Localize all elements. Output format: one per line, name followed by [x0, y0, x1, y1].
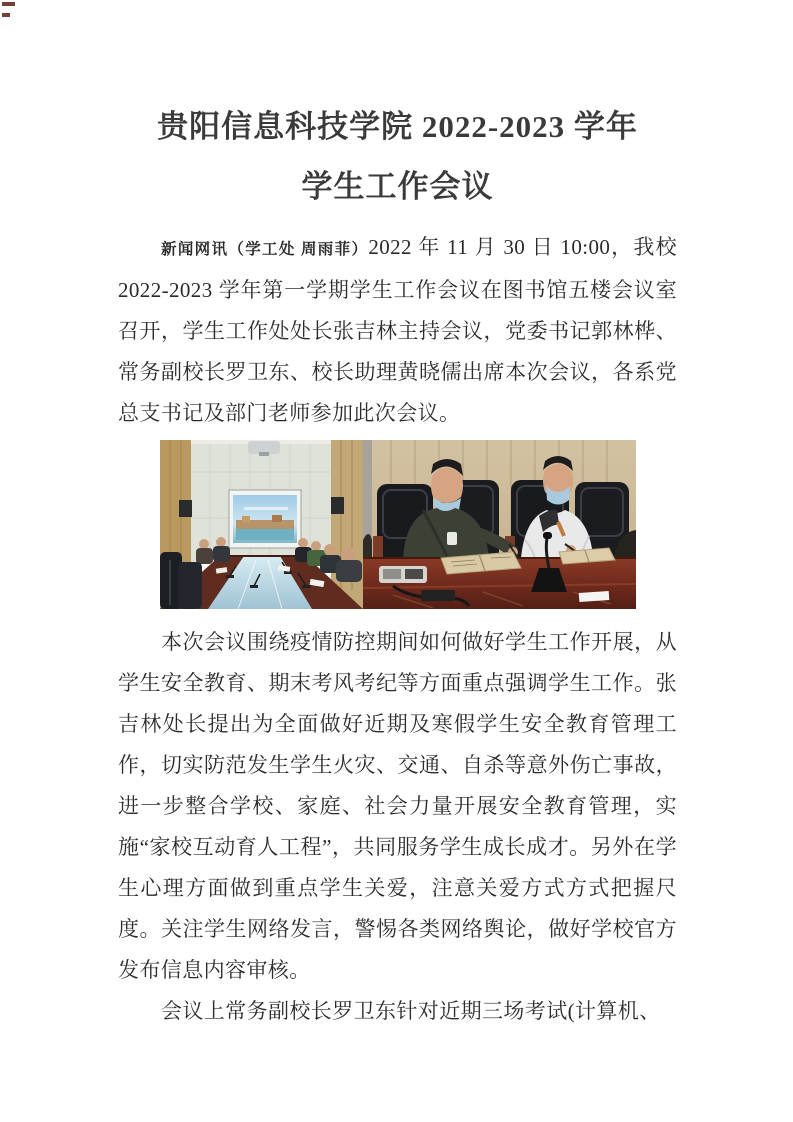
scan-artifact-mark	[2, 13, 10, 17]
paragraph-intro	[118, 227, 677, 434]
photo-row	[160, 440, 636, 609]
meeting-room-photo	[160, 440, 363, 609]
paragraph-exams: 会议上常务副校长罗卫东针对近期三场考试(计算机、	[161, 999, 661, 1023]
page-title-line1: 贵阳信息科技学院 2022-2023 学年	[157, 109, 638, 144]
speakers-closeup-photo	[363, 440, 636, 609]
paragraph-intro-text: 2022 年 11 月 30 日 10:00，我校 2022-2023 学年第一学期学生工作会议在图书馆五楼会议室召开，学生工作处处长张吉林主持会议，党委书记郭林桦、常务副校长罗卫东、校长助理黄晓儒出席本次会议，各系党总支书记及部门老师参加此次会议。	[118, 235, 677, 425]
news-source-lead: 新闻网讯（学工处 周雨菲）	[161, 241, 369, 258]
page-title-line2: 学生工作会议	[301, 169, 494, 204]
paragraph-body: 本次会议围绕疫情防控期间如何做好学生工作开展，从学生安全教育、期末考风考纪等方面重点强调学生工作。张吉林处长提出为全面做好近期及寒假学生安全教育管理工作，切实防范发生学生火灾、交通、自杀等意外伤亡事故，进一步整合学校、家庭、社会力量开展安全教育管理，实施“家校互动育人工程”，共同服务学生成长成才。另外在学生心理方面做到重点学生关爱，注意关爱方式方式把握尺度。关注学生网络发言，警惕各类网络舆论，做好学校官方发布信息内容审核。	[118, 630, 677, 982]
scan-artifact-mark	[2, 2, 15, 6]
document-content	[118, 0, 677, 1032]
page-title	[118, 97, 677, 217]
